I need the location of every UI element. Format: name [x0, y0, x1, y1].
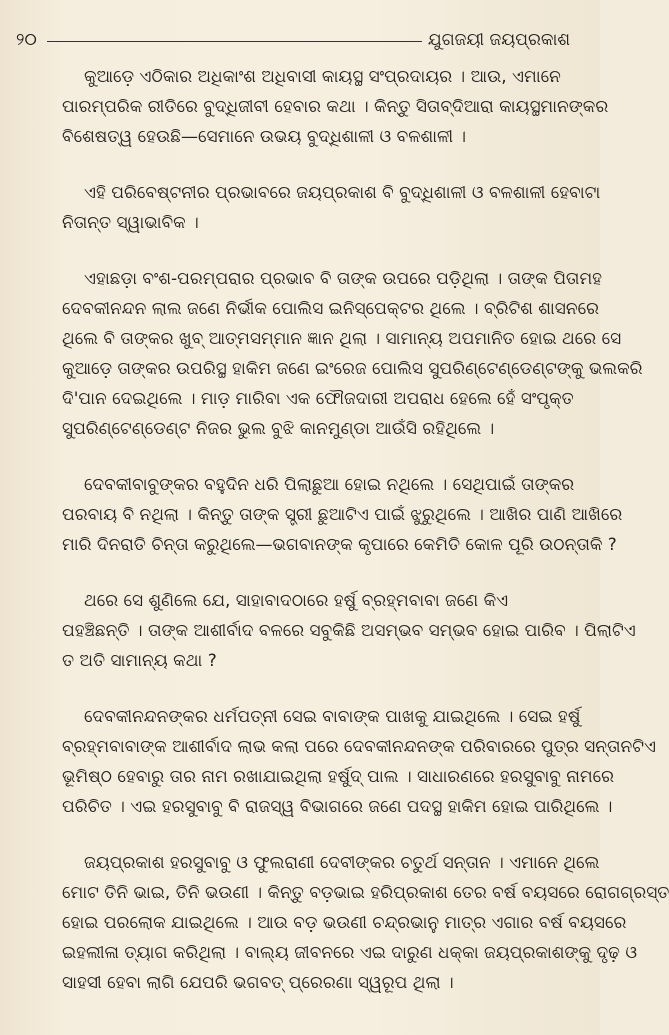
- text-line: ନିତାନ୍ତ ସ୍ୱାଭାବିକ ।: [62, 213, 199, 233]
- text-line: ଏହି ପରିବେଷ୍ଟନୀର ପ୍ରଭାବରେ ଜୟପ୍ରକାଶ ବି ବୁଦ୍ଧିଶାଳୀ ଓ ବଳଶାଳୀ ହେବାଟା: [84, 183, 601, 203]
- text-line: କୁଆଡ଼େ ତାଙ୍କର ଉପରିସ୍ଥ ହାକିମ ଜଣେ ଇଂରେଜ ପୋଲିସ ସୁପରିଣ୍ଟେଣ୍ଡେଣ୍ଟଙ୍କୁ ଭଲକରି: [62, 359, 643, 379]
- text-line: ପରିଚିତ । ଏଇ ହରସୁବାବୁ ବି ରାଜସ୍ୱ ବିଭାଗରେ ଜଣେ ପଦସ୍ଥ ହାକିମ ହୋଇ ପାରିଥିଲେ ।: [62, 797, 613, 817]
- text-line: ଦେବକୀନନ୍ଦନ ଲାଲ ଜଣେ ନିର୍ଭୀକ ପୋଲିସ ଇନିସ୍‌ପେକ୍ଟର ଥିଲେ । ବ୍ରିଟିଶ ଶାସନରେ: [62, 299, 600, 319]
- paragraph: [62, 848, 669, 998]
- running-title: ଯୁଗଜୟୀ ଜୟପ୍ରକାଶ: [427, 30, 570, 50]
- paragraph: [62, 264, 643, 444]
- text-line: ଜୟପ୍ରକାଶ ହରସୁବାବୁ ଓ ଫୁଲରାଣୀ ଦେବୀଙ୍କର ଚତୁର୍ଥ ସନ୍ତାନ । ଏମାନେ ଥିଲେ: [84, 853, 600, 873]
- text-line: ଭୂମିଷ୍ଠ ହେବାରୁ ତାର ନାମ ରଖାଯାଇଥିଲା ହର୍ଷୁଦ୍ ପାଲ । ସାଧାରଣରେ ହରସୁବାବୁ ନାମରେ: [62, 767, 615, 787]
- text-line: ମୋଟ ତିନି ଭାଇ, ତିନି ଭଉଣୀ । କିନ୍ତୁ ବଡ଼ଭାଇ ହରିପ୍ରକାଶ ତେର ବର୍ଷ ବୟସରେ ରୋଗଗ୍ରସ୍ତ: [62, 883, 669, 903]
- text-line: ସୁପରିଣ୍ଟେଣ୍ଡେଣ୍ଟ ନିଜର ଭୁଲ ବୁଝି କାନମୁଣ୍ଡା ଆଉଁସି ରହିଥିଲେ ।: [62, 419, 495, 439]
- text-line: ଇହଲୀଳା ତ୍ୟାଗ କରିଥିଲା । ବାଲ୍ୟ ଜୀବନରେ ଏଇ ଦାରୁଣ ଧକ୍କା ଜୟପ୍ରକାଶଙ୍କୁ ଦୃଢ଼ ଓ: [62, 943, 638, 963]
- text-line: କୁଆଡ଼େ ଏଠିକାର ଅଧିକାଂଶ ଅଧିବାସୀ କାୟସ୍ଥ ସଂପ୍ରଦାୟର । ଆଉ, ଏମାନେ: [84, 67, 561, 87]
- text-line: ପାରମ୍ପରିକ ରୀତିରେ ବୁଦ୍ଧିଜୀବୀ ହେବାର କଥା । କିନ୍ତୁ ସିତାବ୍‌ଦିଆରା କାୟସ୍ଥମାନଙ୍କର: [62, 97, 609, 117]
- paragraph: [62, 178, 601, 238]
- header-rule: [47, 41, 422, 42]
- text-line: ଏହାଛଡ଼ା ବଂଶ-ପରମ୍ପରାର ପ୍ରଭାବ ବି ତାଙ୍କ ଉପରେ ପଡ଼ିଥିଲା । ତାଙ୍କ ପିତାମହ: [84, 269, 603, 289]
- text-line: ଥରେ ସେ ଶୁଣିଲେ ଯେ, ସାହାବାଦଠାରେ ହର୍ଷୁ ବ୍ରହ୍ମବାବା ଜଣେ କିଏ: [84, 591, 509, 611]
- paragraph: [62, 470, 623, 560]
- text-line: ମାରି ଦିନରାତି ଚିନ୍ତା କରୁଥିଲେ—ଭଗବାନଙ୍କ କୃପାରେ କେମିତି କୋଳ ପୂରି ଉଠନ୍ତାକି ?: [62, 535, 617, 555]
- text-line: ଥିଲେ ବି ତାଙ୍କର ଖୁବ୍ ଆତ୍ମସମ୍ମାନ ଜ୍ଞାନ ଥିଲା । ସାମାନ୍ୟ ଅପମାନିତ ହୋଇ ଥରେ ସେ: [62, 329, 622, 349]
- body-text: [62, 62, 669, 998]
- text-line: ହୋଇ ପରଲୋକ ଯାଇଥିଲେ । ଆଉ ବଡ଼ ଭଉଣୀ ଚନ୍ଦ୍ରଭାନୁ ମାତ୍ର ଏଗାର ବର୍ଷ ବୟସରେ: [62, 913, 627, 933]
- text-line: ତ ଅତି ସାମାନ୍ୟ କଥା ?: [62, 651, 217, 671]
- text-line: ଦେବକୀବାବୁଙ୍କର ବହୁଦିନ ଧରି ପିଲାଛୁଆ ହୋଇ ନଥିଲେ । ସେଥିପାଇଁ ତାଙ୍କର: [84, 475, 575, 495]
- paragraph: [62, 586, 636, 676]
- text-line: ବିଶେଷତ୍ୱ ହେଉଛି—ସେମାନେ ଉଭୟ ବୁଦ୍ଧିଶାଳୀ ଓ ବଳଶାଳୀ ।: [62, 127, 467, 147]
- running-head: [16, 28, 570, 52]
- text-line: ସାହସୀ ହେବା ଲାଗି ଯେପରି ଭଗବତ୍ ପ୍ରେରଣା ସ୍ୱରୂପ ଥିଲା ।: [62, 973, 454, 993]
- text-line: ବ୍ରହ୍ମବାବାଙ୍କ ଆଶୀର୍ବାଦ ଲାଭ କଲା ପରେ ଦେବକୀନନ୍ଦନଙ୍କ ପରିବାରରେ ପୁତ୍ର ସନ୍ତାନଟିଏ: [62, 737, 656, 757]
- text-line: ଦି'ପାନ ଦେଇଥିଲେ । ମାଡ଼ ମାରିବା ଏକ ଫୌଜଦାରୀ ଅପରାଧ ହେଲେ ହେଁ ସଂପୃକ୍ତ: [62, 389, 574, 409]
- paragraph: [62, 702, 656, 822]
- text-line: ପହଞ୍ଚିଛନ୍ତି । ତାଙ୍କ ଆଶୀର୍ବାଦ ବଳରେ ସବୁକିଛି ଅସମ୍ଭବ ସମ୍ଭବ ହୋଇ ପାରିବ । ପିଲାଟିଏ: [62, 621, 636, 641]
- text-line: ପରବାୟ ବି ନଥିଲା । କିନ୍ତୁ ତାଙ୍କ ସ୍ତ୍ରୀ ଛୁଆଟିଏ ପାଇଁ ଝୁରୁଥିଲେ । ଆଖିର ପାଣି ଆଖିରେ: [62, 505, 623, 525]
- paragraph: [62, 62, 609, 152]
- page-number: ୨୦: [16, 30, 37, 50]
- text-line: ଦେବକୀନନ୍ଦନଙ୍କର ଧର୍ମପତ୍ନୀ ସେଇ ବାବାଙ୍କ ପାଖକୁ ଯାଇଥିଲେ । ସେଇ ହର୍ଷୁ: [84, 707, 581, 727]
